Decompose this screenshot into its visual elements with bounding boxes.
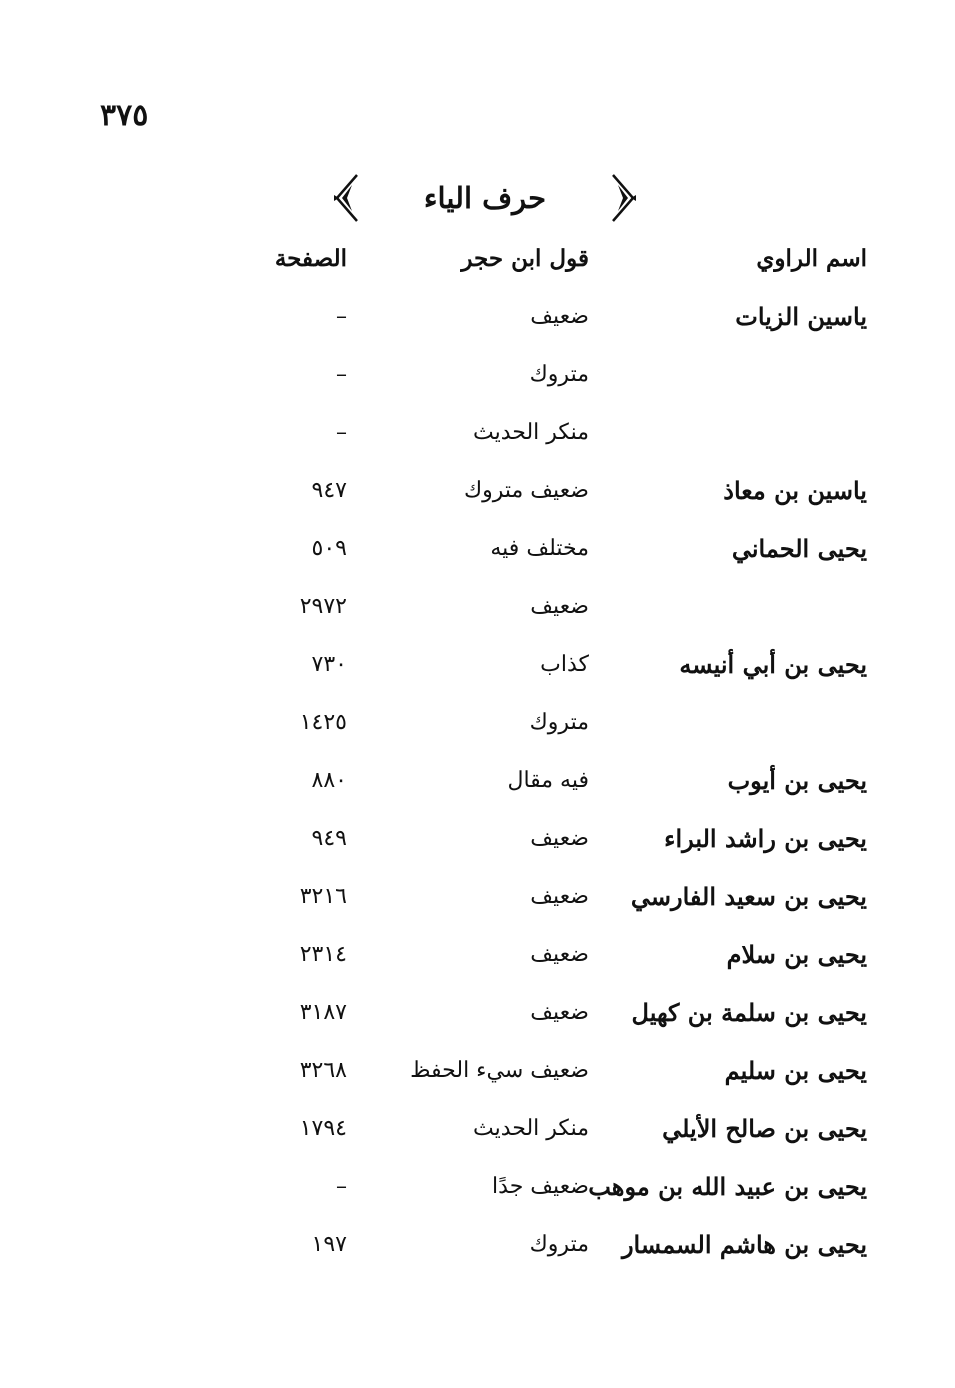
table-row bbox=[0, 1222, 955, 1268]
narrator-name: يحيى بن عبيد الله بن موهب bbox=[588, 1172, 867, 1201]
table-row bbox=[0, 410, 955, 456]
table-row bbox=[0, 816, 955, 862]
page-ref: ٣٢٦٨ bbox=[299, 1058, 347, 1083]
narrator-name: يحيى بن سلام bbox=[726, 940, 867, 969]
column-header-name: اسم الراوي bbox=[756, 245, 867, 272]
verdict-text: ضعيف جدًا bbox=[492, 1174, 589, 1199]
table-row bbox=[0, 642, 955, 688]
verdict-text: ضعيف سيء الحفظ bbox=[410, 1058, 589, 1083]
column-header-page: الصفحة bbox=[274, 245, 347, 272]
table-header-row bbox=[0, 236, 955, 282]
page-ref: ١٧٩٤ bbox=[299, 1116, 347, 1141]
verdict-text: ضعيف متروك bbox=[463, 478, 589, 503]
table-row bbox=[0, 526, 955, 572]
verdict-text: منكر الحديث bbox=[473, 420, 589, 445]
page-ref: – bbox=[336, 1174, 347, 1199]
narrator-name: يحيى بن أبي أنيسه bbox=[679, 650, 867, 679]
table-row bbox=[0, 584, 955, 630]
page-ref: – bbox=[336, 304, 347, 329]
page-ref: – bbox=[336, 362, 347, 387]
page-ref: ٢٣١٤ bbox=[299, 942, 347, 967]
page-ref: ٧٣٠ bbox=[311, 652, 347, 677]
table-row bbox=[0, 294, 955, 340]
narrator-name: يحيى بن صالح الأيلي bbox=[662, 1114, 867, 1143]
verdict-text: ضعيف bbox=[530, 594, 589, 619]
narrator-name: يحيى بن سلمة بن كهيل bbox=[631, 998, 867, 1027]
page-ref: ١٩٧ bbox=[311, 1232, 347, 1257]
page-ref: ٣١٨٧ bbox=[299, 1000, 347, 1025]
page-ref: ٣٢١٦ bbox=[299, 884, 347, 909]
page-ref: ٨٨٠ bbox=[311, 768, 347, 793]
verdict-text: فيه مقال bbox=[507, 768, 589, 793]
verdict-text: متروك bbox=[529, 710, 589, 735]
table-row bbox=[0, 874, 955, 920]
narrator-name: ياسين بن معاذ bbox=[723, 476, 867, 505]
table-row bbox=[0, 352, 955, 398]
table-row bbox=[0, 932, 955, 978]
table-row bbox=[0, 468, 955, 514]
column-header-verdict: قول ابن حجر bbox=[461, 245, 589, 272]
page-ref: ٩٤٧ bbox=[311, 478, 347, 503]
table-row bbox=[0, 1106, 955, 1152]
page-ref: ١٤٢٥ bbox=[299, 710, 347, 735]
narrator-name: يحيى بن سعيد الفارسي bbox=[630, 882, 867, 911]
table-row bbox=[0, 758, 955, 804]
table-row bbox=[0, 1164, 955, 1210]
page-ref: ٢٩٧٢ bbox=[299, 594, 347, 619]
verdict-text: ضعيف bbox=[530, 942, 589, 967]
verdict-text: كذاب bbox=[540, 652, 589, 677]
verdict-text: ضعيف bbox=[530, 826, 589, 851]
verdict-text: متروك bbox=[529, 362, 589, 387]
narrator-name: يحيى بن هاشم السمسار bbox=[621, 1230, 867, 1259]
bracket-ornament-icon bbox=[610, 173, 640, 223]
section-header bbox=[330, 170, 640, 226]
verdict-text: منكر الحديث bbox=[473, 1116, 589, 1141]
table-row bbox=[0, 990, 955, 1036]
verdict-text: ضعيف bbox=[530, 304, 589, 329]
verdict-text: ضعيف bbox=[530, 1000, 589, 1025]
table-row bbox=[0, 1048, 955, 1094]
verdict-text: متروك bbox=[529, 1232, 589, 1257]
bracket-ornament-icon bbox=[330, 173, 360, 223]
narrator-name: يحيى بن أيوب bbox=[727, 766, 867, 795]
verdict-text: ضعيف bbox=[530, 884, 589, 909]
section-title: حرف الياء bbox=[423, 181, 547, 215]
narrator-name: يحيى الحماني bbox=[731, 534, 867, 563]
page-ref: – bbox=[336, 420, 347, 445]
narrator-name: يحيى بن سليم bbox=[724, 1056, 867, 1085]
page-ref: ٥٠٩ bbox=[311, 536, 347, 561]
page-number: ٣٧٥ bbox=[100, 98, 149, 133]
page-ref: ٩٤٩ bbox=[311, 826, 347, 851]
narrator-name: يحيى بن راشد البراء bbox=[664, 824, 867, 853]
narrator-name: ياسين الزيات bbox=[735, 302, 867, 331]
table-row bbox=[0, 700, 955, 746]
verdict-text: مختلف فيه bbox=[490, 536, 589, 561]
